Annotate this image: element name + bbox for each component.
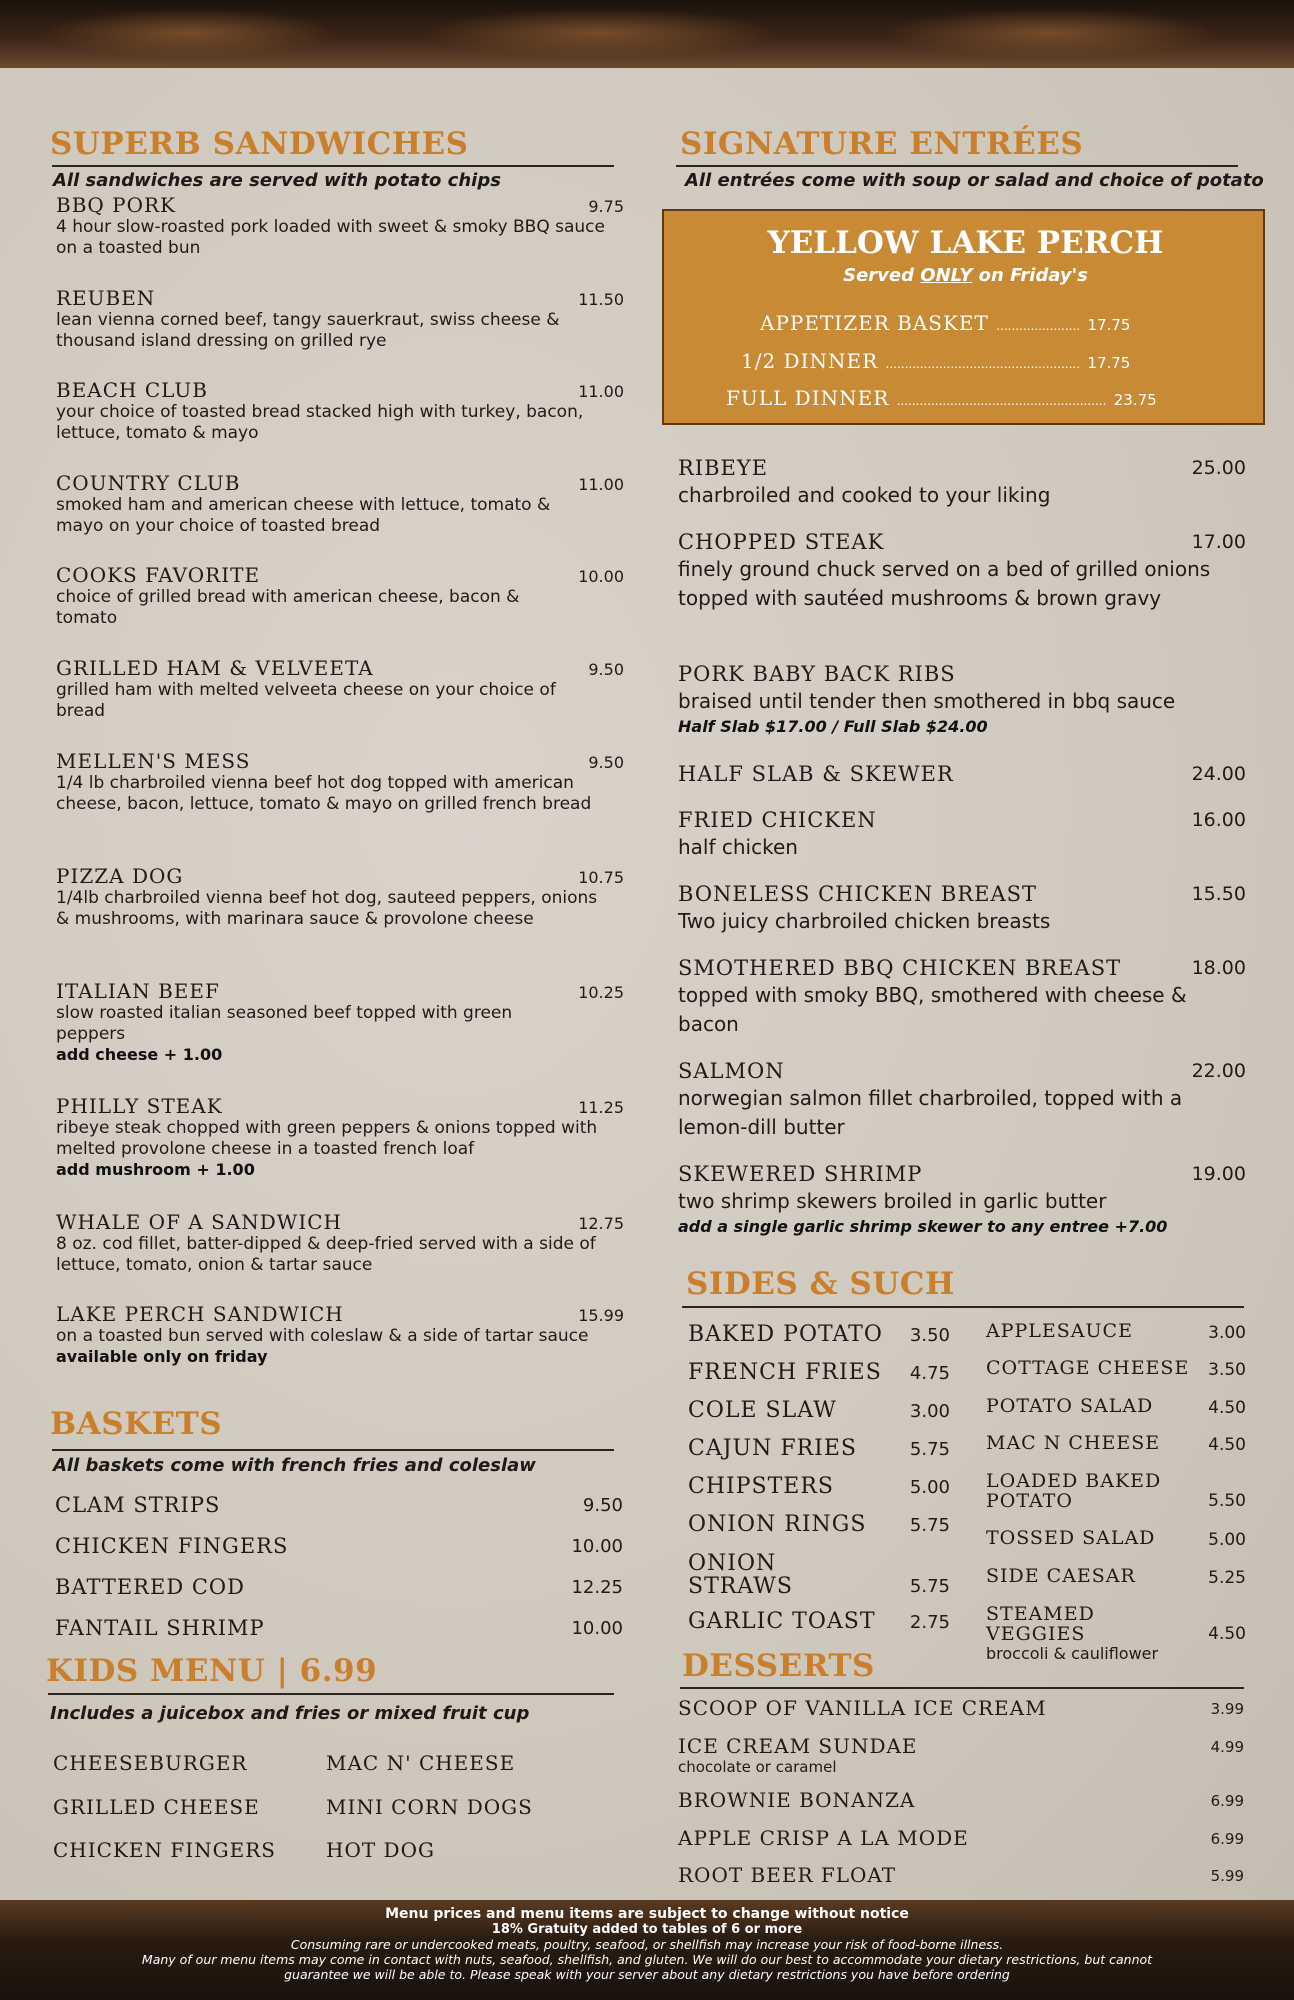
side-item <box>986 1433 1246 1453</box>
item-name: BONELESS CHICKEN BREAST <box>678 882 1038 906</box>
side-item <box>986 1321 1246 1341</box>
side-item <box>986 1528 1246 1548</box>
dessert-item <box>678 1826 1244 1850</box>
item-name: SCOOP OF VANILLA ICE CREAM <box>678 1696 1047 1720</box>
item-name: SKEWERED SHRIMP <box>678 1162 923 1186</box>
menu-item <box>56 378 624 444</box>
side-name: MAC N CHEESE <box>986 1432 1161 1454</box>
item-price: 18.00 <box>1191 957 1246 979</box>
side-name: CHIPSTERS <box>688 1474 834 1499</box>
item-description: Two juicy charbroiled chicken breasts <box>678 909 1051 933</box>
perch-served-note: Served ONLY on Friday's <box>843 265 1088 286</box>
item-price-note: Half Slab $17.00 / Full Slab $24.00 <box>678 717 988 736</box>
side-price: 5.50 <box>1208 1491 1246 1511</box>
perch-row <box>760 311 1130 335</box>
entree-item <box>678 661 1246 738</box>
desserts-rule <box>680 1687 1244 1689</box>
perch-title: YELLOW LAKE PERCH <box>767 225 1164 261</box>
item-description: topped with smoky BBQ, smothered with cheese & bacon <box>678 983 1187 1036</box>
side-price: 4.50 <box>1208 1398 1246 1418</box>
item-addon-note: available only on friday <box>56 1347 268 1366</box>
item-price: 4.99 <box>1210 1738 1244 1756</box>
item-description: two shrimp skewers broiled in garlic butter <box>678 1189 1107 1213</box>
side-name: FRENCH FRIES <box>688 1360 882 1385</box>
item-price: 10.00 <box>571 1618 623 1639</box>
side-price: 3.00 <box>909 1401 950 1422</box>
side-item <box>688 1610 950 1633</box>
side-item <box>986 1396 1246 1416</box>
side-name: APPLESAUCE <box>986 1320 1133 1342</box>
item-name: REUBEN <box>56 286 156 310</box>
item-price: 19.00 <box>1191 1163 1246 1185</box>
menu-item <box>56 1302 624 1367</box>
item-name: ICE CREAM SUNDAE <box>678 1734 918 1758</box>
item-price: 24.00 <box>1191 763 1246 785</box>
side-name: LOADED BAKED POTATO <box>986 1470 1162 1512</box>
item-name: BROWNIE BONANZA <box>678 1788 916 1812</box>
item-price: 9.50 <box>582 1495 623 1516</box>
baskets-rule <box>52 1449 614 1451</box>
item-name: RIBEYE <box>678 456 769 480</box>
item-name: BBQ PORK <box>56 193 177 217</box>
item-price: 11.50 <box>578 290 624 309</box>
side-item <box>986 1358 1246 1378</box>
perch-row-name: 1/2 DINNER <box>741 349 879 373</box>
item-price: 17.00 <box>1191 531 1246 553</box>
menu-item <box>56 563 624 629</box>
item-name: PHILLY STEAK <box>56 1094 223 1118</box>
item-price: 9.75 <box>588 197 624 216</box>
item-name: COUNTRY CLUB <box>56 471 241 495</box>
perch-row <box>726 386 1157 410</box>
side-item <box>688 1552 950 1598</box>
kids-item: GRILLED CHEESE <box>53 1795 260 1819</box>
entree-item <box>678 761 1246 787</box>
item-description: grilled ham with melted velveeta cheese on your choice of bread <box>56 680 556 721</box>
perch-row <box>741 349 1130 373</box>
item-name: FANTAIL SHRIMP <box>55 1616 265 1640</box>
item-name: CLAM STRIPS <box>55 1493 221 1517</box>
item-name: LAKE PERCH SANDWICH <box>56 1302 344 1326</box>
footer-line: Consuming rare or undercooked meats, poultry, seafood, or shellfish may increase your risk of food-borne illness. <box>290 1937 1004 1952</box>
kids-item: HOT DOG <box>326 1838 435 1862</box>
menu-item <box>56 1094 624 1180</box>
item-description: chocolate or caramel <box>678 1758 837 1776</box>
baskets-subtitle: All baskets come with french fries and coleslaw <box>53 1455 536 1476</box>
kids-item: CHICKEN FINGERS <box>53 1838 276 1862</box>
menu-item <box>56 749 624 815</box>
menu-item <box>56 979 624 1065</box>
item-price: 12.75 <box>578 1214 624 1233</box>
item-price: 10.00 <box>578 567 624 586</box>
footer-line: Many of our menu items may come in contact with nuts, seafood, shellfish, and gluten. We will do our best to accommodate your dietary restrictions, but cannot <box>141 1952 1153 1967</box>
item-description: half chicken <box>678 835 798 859</box>
item-name: MELLEN'S MESS <box>56 749 251 773</box>
item-name: WHALE OF A SANDWICH <box>56 1210 342 1234</box>
item-name: ITALIAN BEEF <box>56 979 220 1003</box>
item-price: 22.00 <box>1191 1060 1246 1082</box>
side-name: ONION RINGS <box>688 1512 867 1537</box>
item-name: BEACH CLUB <box>56 378 208 402</box>
footer-line: 18% Gratuity added to tables of 6 or more <box>491 1922 803 1937</box>
basket-item <box>55 1492 623 1518</box>
sandwiches-title: SUPERB SANDWICHES <box>50 126 469 162</box>
basket-item <box>55 1533 623 1559</box>
kids-item: MAC N' CHEESE <box>326 1751 516 1775</box>
side-price: 5.75 <box>909 1576 950 1597</box>
item-price: 11.25 <box>578 1098 624 1117</box>
side-name: ONION STRAWS <box>688 1551 793 1599</box>
desserts-title: DESSERTS <box>682 1648 875 1684</box>
entree-item <box>678 1161 1246 1238</box>
item-description: smoked ham and american cheese with lettuce, tomato & mayo on your choice of toasted bread <box>56 495 551 536</box>
side-price: 4.50 <box>1208 1435 1246 1455</box>
dessert-item <box>678 1734 1244 1776</box>
side-price: 5.00 <box>909 1477 950 1498</box>
entrees-title: SIGNATURE ENTRÉES <box>680 126 1084 162</box>
side-price: 4.75 <box>909 1363 950 1384</box>
perch-row-dots: ....................................................... <box>896 394 1107 408</box>
item-name: PORK BABY BACK RIBS <box>678 662 956 686</box>
item-price: 11.00 <box>578 475 624 494</box>
entrees-rule <box>676 165 1238 167</box>
item-name: CHICKEN FINGERS <box>55 1534 289 1558</box>
side-item <box>688 1513 950 1536</box>
menu-item <box>56 656 624 722</box>
item-price: 9.50 <box>588 753 624 772</box>
item-price: 10.25 <box>578 983 624 1002</box>
side-price: 5.25 <box>1208 1568 1246 1588</box>
item-description: norwegian salmon fillet charbroiled, topped with a lemon-dill butter <box>678 1086 1183 1139</box>
item-name: SALMON <box>678 1059 785 1083</box>
item-addon-note: add mushroom + 1.00 <box>56 1160 255 1179</box>
side-price: 5.00 <box>1208 1530 1246 1550</box>
kids-item: CHEESEBURGER <box>53 1751 248 1775</box>
perch-row-name: APPETIZER BASKET <box>760 311 989 335</box>
side-price: 3.00 <box>1208 1323 1246 1343</box>
item-description: your choice of toasted bread stacked high with turkey, bacon, lettuce, tomato & mayo <box>56 402 584 443</box>
side-name: BAKED POTATO <box>688 1322 883 1347</box>
item-description: choice of grilled bread with american cheese, bacon & tomato <box>56 587 520 628</box>
entree-item <box>678 529 1246 613</box>
entree-item <box>678 881 1246 936</box>
item-description: on a toasted bun served with coleslaw & a side of tartar sauce <box>56 1326 589 1346</box>
side-item <box>688 1399 950 1422</box>
item-addon-note: add cheese + 1.00 <box>56 1045 223 1064</box>
side-name: SIDE CAESAR <box>986 1565 1136 1587</box>
entree-item <box>678 955 1246 1039</box>
perch-row-dots: ................................................... <box>885 357 1081 371</box>
item-name: CHOPPED STEAK <box>678 530 885 554</box>
entree-item <box>678 455 1246 510</box>
item-price: 5.99 <box>1210 1867 1244 1885</box>
item-description: charbroiled and cooked to your liking <box>678 483 1051 507</box>
side-price: 3.50 <box>909 1325 950 1346</box>
item-name: COOKS FAVORITE <box>56 563 261 587</box>
side-note: broccoli & cauliflower <box>986 1644 1159 1663</box>
item-name: ROOT BEER FLOAT <box>678 1863 897 1887</box>
item-price: 15.99 <box>578 1306 624 1325</box>
item-name: HALF SLAB & SKEWER <box>678 762 954 786</box>
menu-item <box>56 471 624 537</box>
perch-row-price: 17.75 <box>1087 316 1131 334</box>
item-addon-note: add a single garlic shrimp skewer to any entree +7.00 <box>678 1217 1168 1236</box>
entrees-subtitle: All entrées come with soup or salad and choice of potato <box>685 170 1264 191</box>
kids-menu-title: KIDS MENU | 6.99 <box>46 1653 378 1689</box>
perch-row-price: 23.75 <box>1113 391 1157 409</box>
sandwiches-subtitle: All sandwiches are served with potato chips <box>53 170 501 191</box>
perch-row-price: 17.75 <box>1087 354 1131 372</box>
item-description: finely ground chuck served on a bed of grilled onions topped with sautéed mushrooms & brown gravy <box>678 557 1211 610</box>
kids-rule <box>48 1693 614 1695</box>
item-description: 4 hour slow-roasted pork loaded with sweet & smoky BBQ sauce on a toasted bun <box>56 217 605 258</box>
side-name: COTTAGE CHEESE <box>986 1357 1190 1379</box>
item-description: ribeye steak chopped with green peppers & onions topped with melted provolone cheese in a toasted french loaf <box>56 1118 598 1159</box>
menu-item <box>56 286 624 352</box>
dessert-item <box>678 1863 1244 1887</box>
item-description: braised until tender then smothered in bbq sauce <box>678 689 1176 713</box>
side-price: 4.50 <box>1208 1624 1246 1644</box>
side-item <box>986 1471 1246 1511</box>
side-item <box>688 1475 950 1498</box>
item-description: 1/4 lb charbroiled vienna beef hot dog topped with american cheese, bacon, lettuce, tomato & mayo on grilled french bread <box>56 773 592 814</box>
menu-item <box>56 1210 624 1276</box>
item-name: SMOTHERED BBQ CHICKEN BREAST <box>678 956 1122 980</box>
side-item <box>688 1361 950 1384</box>
item-price: 10.75 <box>578 868 624 887</box>
item-price: 25.00 <box>1191 457 1246 479</box>
basket-item <box>55 1615 623 1641</box>
perch-row-name: FULL DINNER <box>726 386 890 410</box>
side-price: 5.75 <box>909 1515 950 1536</box>
item-price: 6.99 <box>1210 1830 1244 1848</box>
dessert-item <box>678 1696 1244 1720</box>
kids-subtitle: Includes a juicebox and fries or mixed fruit cup <box>50 1703 530 1724</box>
item-name: FRIED CHICKEN <box>678 808 877 832</box>
sandwiches-rule <box>52 165 614 167</box>
perch-row-dots: ...................... <box>996 319 1081 333</box>
item-price: 6.99 <box>1210 1792 1244 1810</box>
item-name: GRILLED HAM & VELVEETA <box>56 656 374 680</box>
side-item <box>986 1566 1246 1586</box>
side-name: GARLIC TOAST <box>688 1609 876 1634</box>
side-name: CAJUN FRIES <box>688 1436 857 1461</box>
footer-line: guarantee we will be able to. Please speak with your server about any dietary restrictions you have before ordering <box>284 1967 1010 1982</box>
side-name: TOSSED SALAD <box>986 1527 1156 1549</box>
item-price: 12.25 <box>571 1577 623 1598</box>
item-price: 10.00 <box>571 1536 623 1557</box>
side-name: STEAMED VEGGIES <box>986 1603 1095 1645</box>
entree-item <box>678 1058 1246 1142</box>
menu-item <box>56 864 624 930</box>
footer-line: Menu prices and menu items are subject to change without notice <box>385 1906 909 1922</box>
item-price: 11.00 <box>578 382 624 401</box>
footer-notice <box>0 1906 1294 1982</box>
item-name: APPLE CRISP A LA MODE <box>678 1826 969 1850</box>
side-item <box>986 1604 1246 1663</box>
side-price: 3.50 <box>1208 1360 1246 1380</box>
side-name: POTATO SALAD <box>986 1395 1154 1417</box>
dessert-item <box>678 1788 1244 1812</box>
item-price: 3.99 <box>1210 1700 1244 1718</box>
side-item <box>688 1323 950 1346</box>
item-description: slow roasted italian seasoned beef topped with green peppers <box>56 1003 513 1044</box>
item-description: 1/4lb charbroiled vienna beef hot dog, sauteed peppers, onions & mushrooms, with marinara sauce & provolone cheese <box>56 888 598 929</box>
item-description: 8 oz. cod fillet, batter-dipped & deep-fried served with a side of lettuce, tomato, onion & tartar sauce <box>56 1234 596 1275</box>
entree-item <box>678 807 1246 862</box>
baskets-title: BASKETS <box>50 1406 223 1442</box>
side-price: 2.75 <box>909 1612 950 1633</box>
side-item <box>688 1437 950 1460</box>
item-name: BATTERED COD <box>55 1575 245 1599</box>
side-name: COLE SLAW <box>688 1398 837 1423</box>
sides-title: SIDES & SUCH <box>686 1266 955 1302</box>
menu-item <box>56 193 624 259</box>
item-name: PIZZA DOG <box>56 864 184 888</box>
item-price: 16.00 <box>1191 809 1246 831</box>
item-price: 9.50 <box>588 660 624 679</box>
item-description: lean vienna corned beef, tangy sauerkraut, swiss cheese & thousand island dressing on grilled rye <box>56 310 560 351</box>
kids-item: MINI CORN DOGS <box>326 1795 533 1819</box>
basket-item <box>55 1574 623 1600</box>
yellow-lake-perch-box <box>662 209 1265 425</box>
side-price: 5.75 <box>909 1439 950 1460</box>
top-decorative-band <box>0 0 1294 68</box>
sides-rule <box>682 1306 1244 1308</box>
item-price: 15.50 <box>1191 883 1246 905</box>
